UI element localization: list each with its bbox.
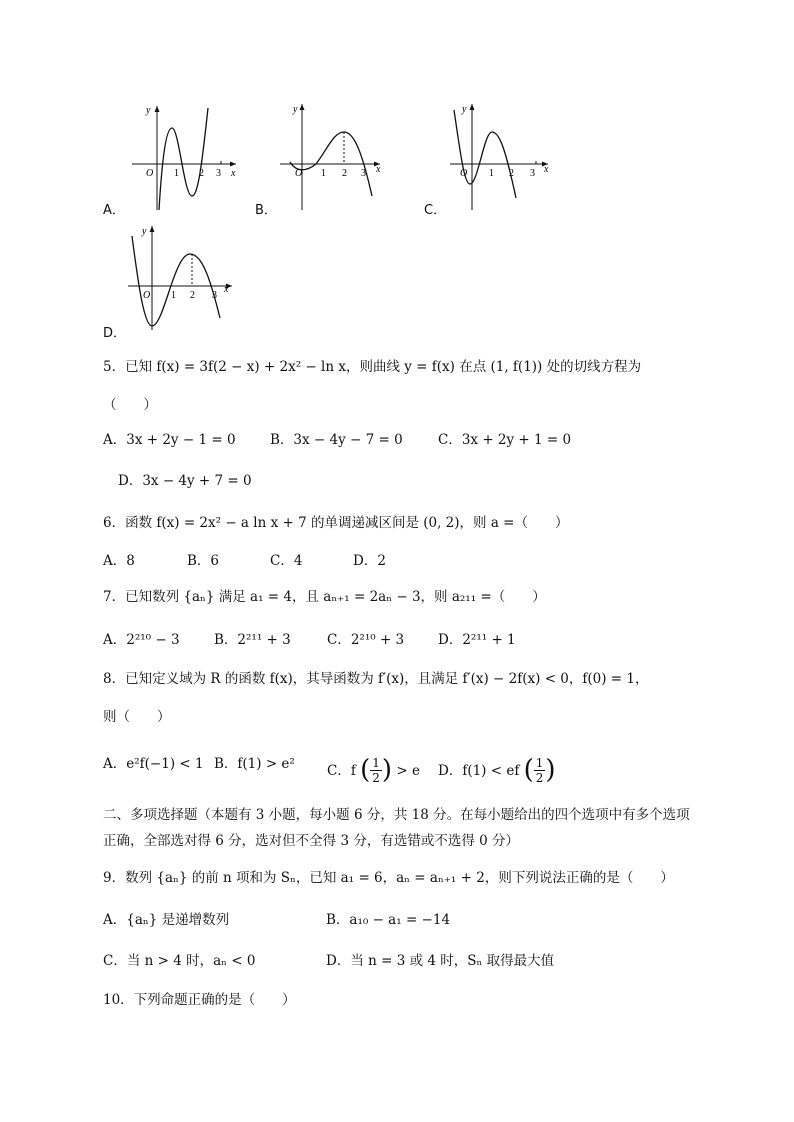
question-6-option-d: D．2 [353,553,386,569]
question-8-option-d [438,752,556,786]
origin-label: O [295,168,303,179]
question-5-stem: 5．已知 f(x) = 3f(2 − x) + 2x² − ln x，则曲线 y = f(x) 在点 (1, f(1)) 处的切线方程为 [103,359,642,375]
question-7-option-b: B．2²¹¹ + 3 [214,632,291,648]
question-6-option-a: A．8 [103,553,135,569]
fraction-numerator: 1 [535,756,544,770]
axis-x-label: x [544,164,549,175]
question-5-paren: （ ） [103,397,157,413]
question-9-option-d: D．当 n = 3 或 4 时，Sₙ 取得最大值 [326,953,555,969]
question-7-stem: 7．已知数列 {aₙ} 满足 a₁ = 4，且 aₙ₊₁ = 2aₙ − 3，则 a₂₁₁ =（ ） [103,589,546,605]
fraction-paren-left: ( [360,755,371,785]
axis-x-label: x [376,164,381,175]
question-9-option-c: C．当 n > 4 时，aₙ < 0 [103,953,256,969]
tick-label: 1 [321,168,326,179]
graph-option-b [276,100,386,212]
option-c-label: C． [424,203,447,218]
fraction-half [370,756,382,785]
fraction-paren-left: ( [523,755,534,785]
question-7-option-a: A．2²¹⁰ − 3 [103,632,180,648]
option-c-suffix: > e [396,763,420,779]
tick-label: 2 [509,168,514,179]
question-9-stem: 9．数列 {aₙ} 的前 n 项和为 Sₙ，已知 a₁ = 6，aₙ = aₙ₊₁ + 2，则下列说法正确的是（ ） [103,870,674,886]
graph-option-a [124,100,244,212]
tick-label: 2 [342,168,347,179]
question-6-option-b: B．6 [187,553,220,569]
fraction-paren-right: ) [381,755,393,785]
question-6-option-c: C．4 [270,553,303,569]
fraction-denominator: 2 [372,771,380,785]
section-2-heading: 二、多项选择题（本题有 3 小题，每小题 6 分，共 18 分。在每小题给出的四个选项中有多个选项 [103,807,690,823]
graph-option-c [446,100,556,212]
tick-label: 3 [216,168,221,179]
question-9-option-a: A．{aₙ} 是递增数列 [103,912,230,928]
tick-label: 1 [489,168,494,179]
question-5-option-d: D．3x − 4y + 7 = 0 [118,473,252,489]
question-9-option-b: B．a₁₀ − a₁ = −14 [326,912,451,928]
option-a-label: A． [103,203,125,218]
tick-label: 1 [174,168,179,179]
origin-label: O [146,168,154,179]
origin-label: O [460,168,468,179]
axis-y-label: y [293,104,298,115]
option-b-label: B． [255,203,277,218]
fraction-numerator: 1 [372,756,380,770]
graph-option-d [124,222,244,334]
question-5-option-b: B．3x − 4y − 7 = 0 [270,432,403,448]
tick-label: 2 [199,168,204,179]
axis-y-label: y [142,226,147,237]
question-7-option-c: C．2²¹⁰ + 3 [327,632,405,648]
origin-label: O [143,290,151,301]
tick-label: 2 [190,290,195,301]
axis-x-label: x [224,284,229,295]
axis-y-label: y [462,104,467,115]
option-d-label: D． [103,326,127,341]
question-5-option-c: C．3x + 2y + 1 = 0 [438,432,572,448]
section-2-heading-cont: 正确，全部选对得 6 分，选对但不全得 3 分，有选错或不选得 0 分） [103,833,520,849]
option-c-prefix: C．f [327,763,356,779]
question-8-option-c [327,752,420,786]
option-d-prefix: D．f(1) < ef [438,763,520,779]
axis-x-label: x [231,168,236,179]
fraction-denominator: 2 [535,771,544,785]
question-7-option-d: D．2²¹¹ + 1 [438,632,516,648]
question-10-stem: 10．下列命题正确的是（ ） [103,992,296,1008]
question-8-option-a: A．e²f(−1) < 1 [103,756,204,772]
fraction-paren-right: ) [545,755,556,785]
question-8-stem-cont: 则（ ） [103,709,171,725]
tick-label: 3 [361,168,366,179]
question-8-stem: 8．已知定义域为 R 的函数 f(x)，其导函数为 f′(x)，且满足 f′(x) − 2f(x) < 0，f(0) = 1， [103,671,649,687]
question-8-option-b: B．f(1) > e² [214,756,295,772]
question-5-option-a: A．3x + 2y − 1 = 0 [103,432,236,448]
tick-label: 3 [212,290,217,301]
tick-label: 3 [530,168,535,179]
fraction-half [534,756,546,785]
axis-y-label: y [146,105,151,116]
tick-label: 1 [171,290,176,301]
question-6-stem: 6．函数 f(x) = 2x² − a ln x + 7 的单调递减区间是 (0, 2)，则 a =（ ） [103,515,569,531]
